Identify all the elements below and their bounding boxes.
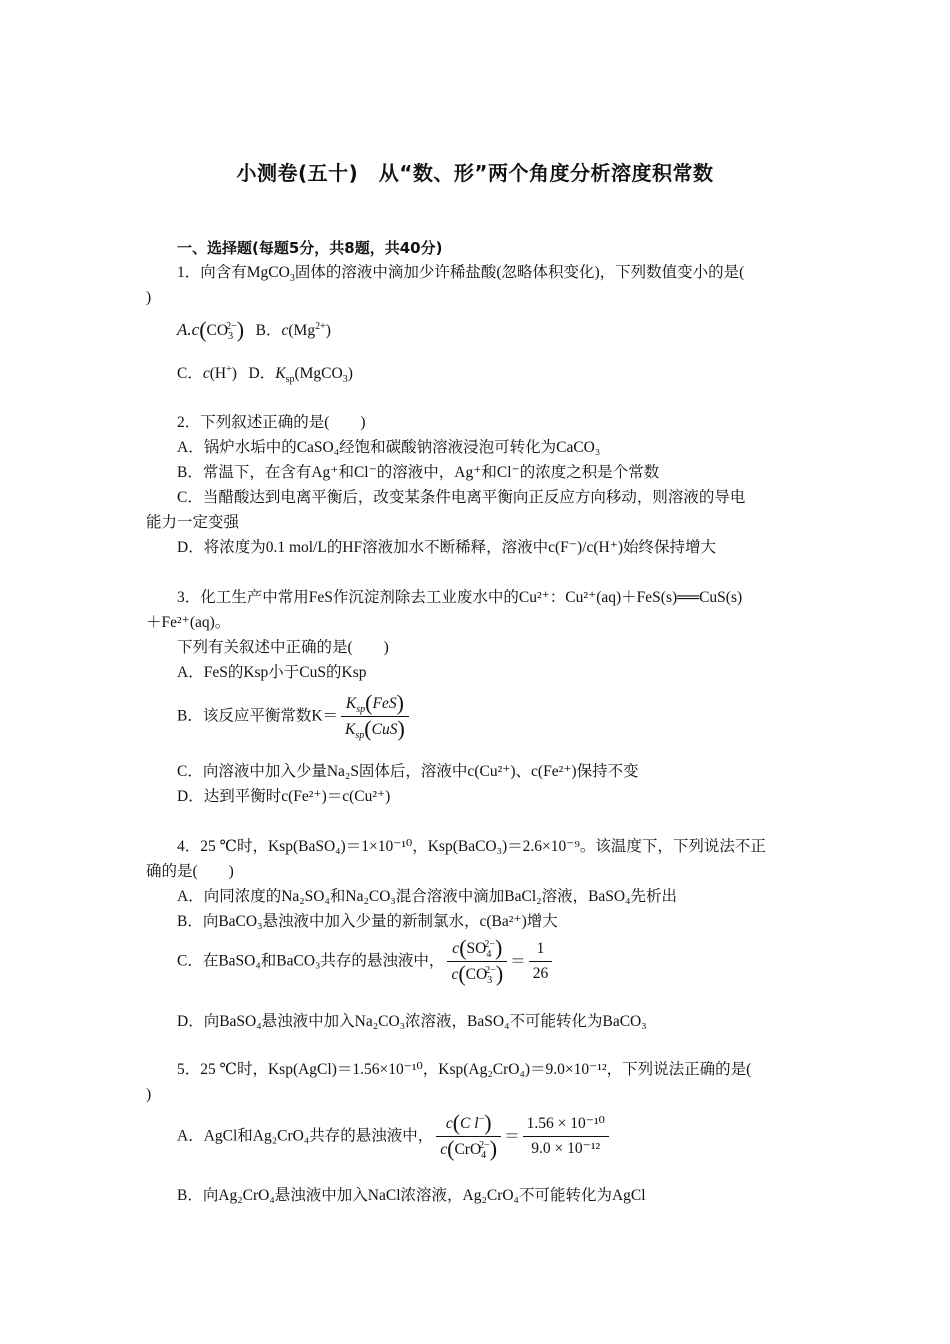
page-title: 小测卷(五十) 从“数、形”两个角度分析溶度积常数	[236, 161, 714, 185]
q5-option-b: B．向Ag₂CrO₄悬浊液中加入NaCl浓溶液，Ag₂CrO₄不可能转化为AgCl	[177, 1187, 646, 1204]
q4-option-d: D．向BaSO₄悬浊液中加入Na₂CO₃浓溶液，BaSO₄不可能转化为BaCO₃	[177, 1013, 647, 1030]
q5-stem-end: )	[146, 1086, 152, 1103]
q2-option-b: B．常温下，在含有Ag⁺和Cl⁻的溶液中，Ag⁺和Cl⁻的浓度之积是个常数	[177, 464, 660, 481]
q4-stem: 4．25 ℃时，Ksp(BaSO₄)＝1×10⁻¹⁰，Ksp(BaCO₃)＝2.6×10⁻⁹。该温度下，下列说法不正	[177, 838, 766, 855]
q4-option-a: A．向同浓度的Na₂SO₄和Na₂CO₃混合溶液中滴加BaCl₂溶液，BaSO₄先析出	[177, 888, 678, 905]
q3-option-c: C．向溶液中加入少量Na₂S固体后，溶液中c(Cu²⁺)、c(Fe²⁺)保持不变	[177, 763, 639, 780]
q5-stem: 5．25 ℃时，Ksp(AgCl)＝1.56×10⁻¹⁰，Ksp(Ag₂CrO₄)＝9.0×10⁻¹²，下列说法正确的是(	[177, 1061, 752, 1078]
q3-option-a: A．FeS的Ksp小于CuS的Ksp	[177, 664, 367, 681]
q4-option-b: B．向BaCO₃悬浊液中加入少量的新制氯水，c(Ba²⁺)增大	[177, 913, 558, 930]
q2-option-a: A．锅炉水垢中的CaSO₄经饱和碳酸钠溶液浸泡可转化为CaCO₃	[177, 439, 601, 456]
q3-question: 下列有关叙述中正确的是( )	[177, 639, 389, 656]
q1-stem: 1．向含有MgCO$_3$固体的溶液中滴加少许稀盐酸(忽略体积变化)，下列数值变小的是(	[177, 264, 745, 285]
q3-stem: 3．化工生产中常用FeS作沉淀剂除去工业废水中的Cu²⁺：Cu²⁺(aq)＋FeS(s)══CuS(s)	[177, 589, 743, 606]
q5-ratio-fraction: $\frac{c(C l^-)}{c(CrO_4^{2-})}$	[436, 1113, 501, 1160]
section-heading: 一、选择题(每题5分，共8题，共40分)	[177, 239, 443, 257]
q3-option-d: D．达到平衡时c(Fe²⁺)＝c(Cu²⁺)	[177, 788, 391, 805]
q3-option-b: B．该反应平衡常数K＝ $\frac{K_{sp}(FeS)}{K_{sp}(CuS)}$	[177, 693, 412, 740]
q4-ratio-fraction: $\frac{c(SO_4^{2-})}{c(CO_3^{2-})}$	[447, 938, 507, 985]
q2-option-c-cont: 能力一定变强	[146, 514, 240, 531]
q3-stem-cont: ＋Fe²⁺(aq)。	[146, 614, 231, 631]
q5-option-a: A．AgCl和Ag₂CrO₄共存的悬浊液中， $\frac{c(C l^-)}{c(CrO_4^{2-})}$ ＝ $\frac{\text{1.56 × 10⁻¹⁰}}{\text{9.0 × 10⁻¹²}}$	[177, 1113, 612, 1160]
q1-option-c-d: C．c(H+) D．$K_{sp}(MgCO_3)$	[177, 363, 353, 386]
q4-stem-cont: 确的是( )	[146, 863, 234, 880]
q3-equilibrium-fraction: $\frac{K_{sp}(FeS)}{K_{sp}(CuS)}$	[341, 693, 409, 740]
q2-stem: 2．下列叙述正确的是( )	[177, 414, 366, 431]
q1-option-a-b: $A.c(CO_3^{2-})$ B．$c(Mg^{2+})$	[177, 317, 331, 343]
q2-option-d: D．将浓度为0.1 mol/L的HF溶液加水不断稀释，溶液中c(F⁻)/c(H⁺)始终保持增大	[177, 539, 717, 556]
q4-option-c: C．在BaSO₄和BaCO₃共存的悬浊液中， $\frac{c(SO_4^{2-})}{c(CO_3^{2-})}$ ＝ $\frac{1}{26}$	[177, 938, 555, 985]
q1-stem-end: )	[146, 289, 152, 306]
q2-option-c: C．当醋酸达到电离平衡后，改变某条件电离平衡向正反应方向移动，则溶液的导电	[177, 489, 746, 506]
